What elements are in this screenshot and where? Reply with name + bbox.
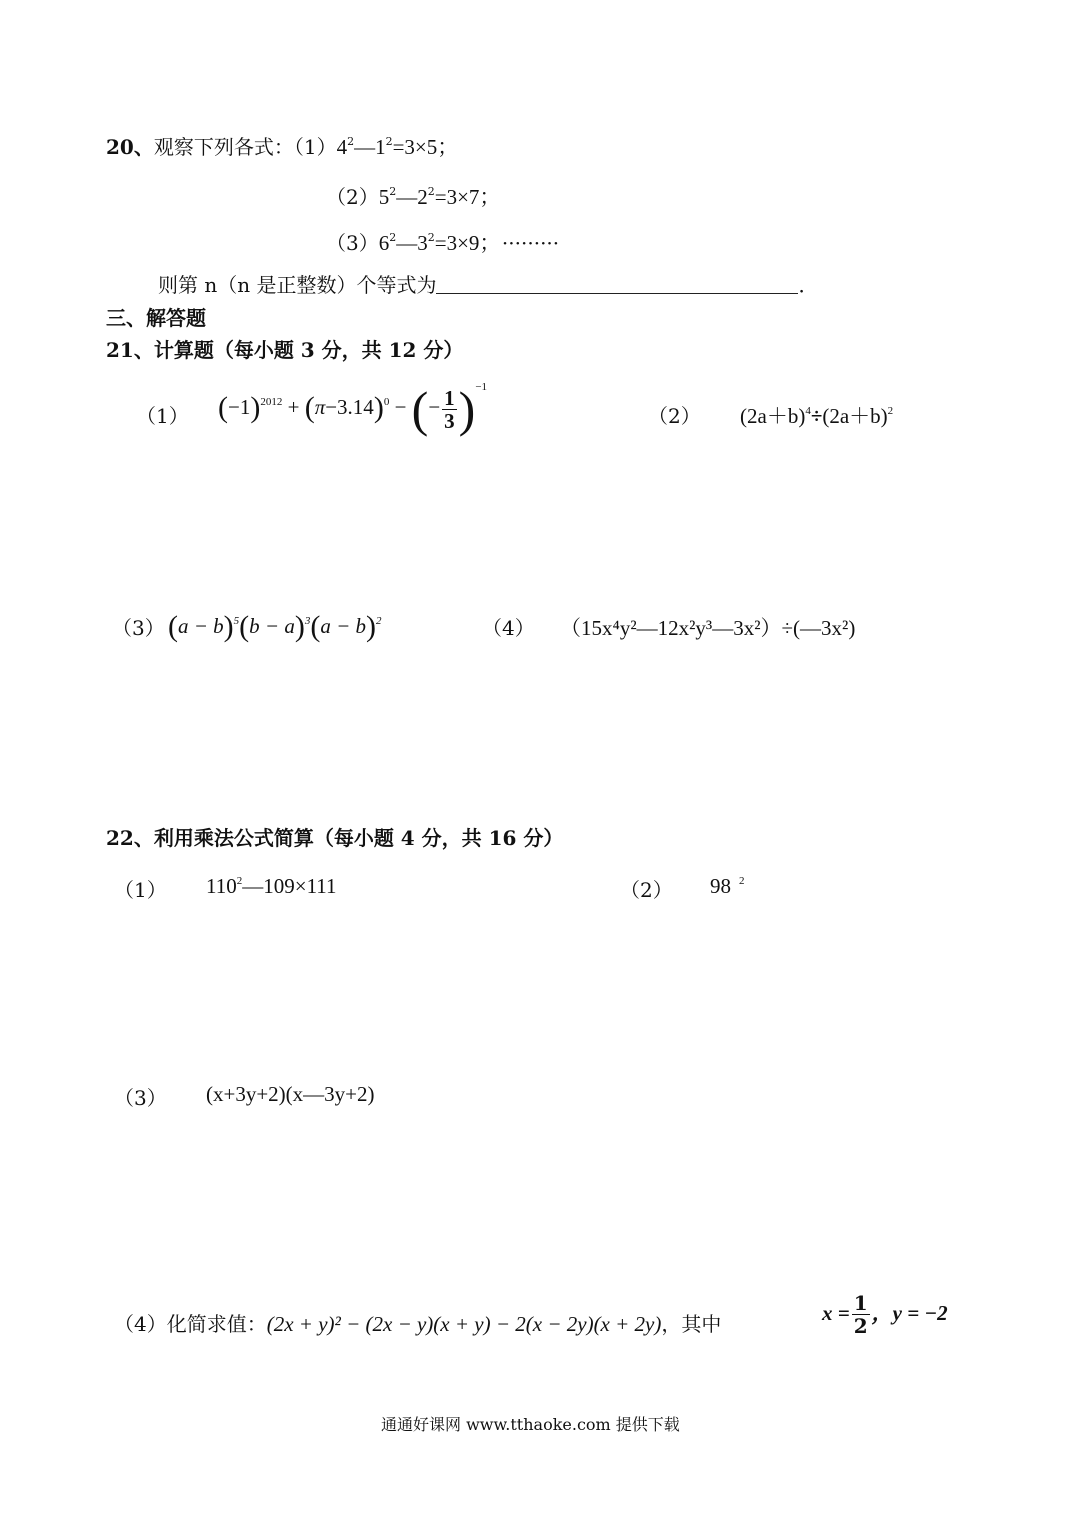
q21-den: 3 xyxy=(444,408,455,433)
q20-ellipsis: ········· xyxy=(501,231,560,255)
q22-label-2: （2） xyxy=(620,878,673,902)
q20-label-1: （1） xyxy=(293,135,337,159)
q22-values xyxy=(822,1292,948,1337)
q22-item-4 xyxy=(114,1308,721,1337)
q22-y: ，y = −2 xyxy=(871,1301,948,1325)
q20-rhs-2: =3×7； xyxy=(434,185,501,209)
q22-mid: ，其中 xyxy=(661,1312,722,1336)
q21-title: 21、计算题（每小题 3 分，共 12 分） xyxy=(106,338,464,362)
footer-text: 通通好课网 www.tthaoke.com 提供下载 xyxy=(381,1415,680,1434)
q20-b-2: 2 xyxy=(417,185,428,209)
q20-question-text: 则第 n（n 是正整数）个等式为 xyxy=(158,273,437,297)
q22-prefix: 化简求值： xyxy=(166,1312,267,1336)
q20-intro: 观察下列各式： xyxy=(153,135,294,159)
q22-expr-4: (2x + y)² − (2x − y)(x + y) − 2(x − 2y)(x + 2y) xyxy=(266,1312,662,1336)
q21-label-3: （3） xyxy=(112,616,165,640)
q21-exp-3: −1 xyxy=(475,380,488,393)
q21-expr-4: （15x⁴y²—12x²y³—3x²）÷(—3x²) xyxy=(560,616,856,640)
q21-exp-2: 0 xyxy=(383,395,390,408)
section-title: 三、解答题 xyxy=(106,306,206,330)
q20-b-3: 3 xyxy=(417,231,428,255)
q22-expr-2: 98 $^2$ xyxy=(710,874,745,898)
answer-blank[interactable] xyxy=(436,275,798,294)
q22-num: 1 xyxy=(853,1291,868,1315)
q20-a-3: 6 xyxy=(378,231,390,255)
q21-expr-2: $(2a+b)^4\div(2a+b)^2$ xyxy=(740,404,894,428)
q20-rhs-3: =3×9； xyxy=(434,231,490,255)
q22-title: 22、利用乘法公式简算（每小题 4 分，共 16 分） xyxy=(106,826,564,850)
q20-line3: $(3)6^2—3^2=3\times 9$； ········· xyxy=(326,231,560,255)
q20-label-2: （2） xyxy=(326,185,379,209)
q21-label-1: （1） xyxy=(136,404,189,428)
q20-end: ． xyxy=(798,273,819,297)
q20-label-3: （3） xyxy=(326,231,379,255)
q22-label-4: （4） xyxy=(114,1312,167,1336)
q20-question xyxy=(158,269,818,298)
q20-b-1: 1 xyxy=(375,135,386,159)
q22-label-3: （3） xyxy=(114,1086,167,1110)
q21-expr-3: $(a - b)^5(b - a)^3(a - b)^2$ xyxy=(168,610,382,643)
q22-expr-1: $110^2—109\times 111$ xyxy=(206,874,337,898)
q21-label-2: （2） xyxy=(648,404,701,428)
q20-line1: 20、观察下列各式：$(1)4^2—1^2=3\times 5$； xyxy=(106,135,459,159)
q20-number: 20、 xyxy=(106,135,154,159)
q20-a-1: 4 xyxy=(336,135,348,159)
q22-label-1: （1） xyxy=(114,878,167,902)
q20-rhs-1: =3×5； xyxy=(392,135,459,159)
q22-x: x = xyxy=(822,1301,850,1325)
q21-num: 1 xyxy=(444,385,455,410)
q22-expr-3: (x+3y+2)(x—3y+2) xyxy=(206,1082,375,1106)
q21-expr-1: $(-1)^{2012} + (\pi-3.14)^0$ − (− $\frac{1}{3}$ )$^{-1}$ xyxy=(218,380,488,437)
q21-exp-1: 2012 xyxy=(260,395,283,408)
q20-a-2: 5 xyxy=(378,185,390,209)
q20-line2: $(2)5^2—2^2=3\times 7$； xyxy=(326,185,501,209)
q21-label-4: （4） xyxy=(482,616,535,640)
q22-den: 2 xyxy=(853,1314,868,1338)
